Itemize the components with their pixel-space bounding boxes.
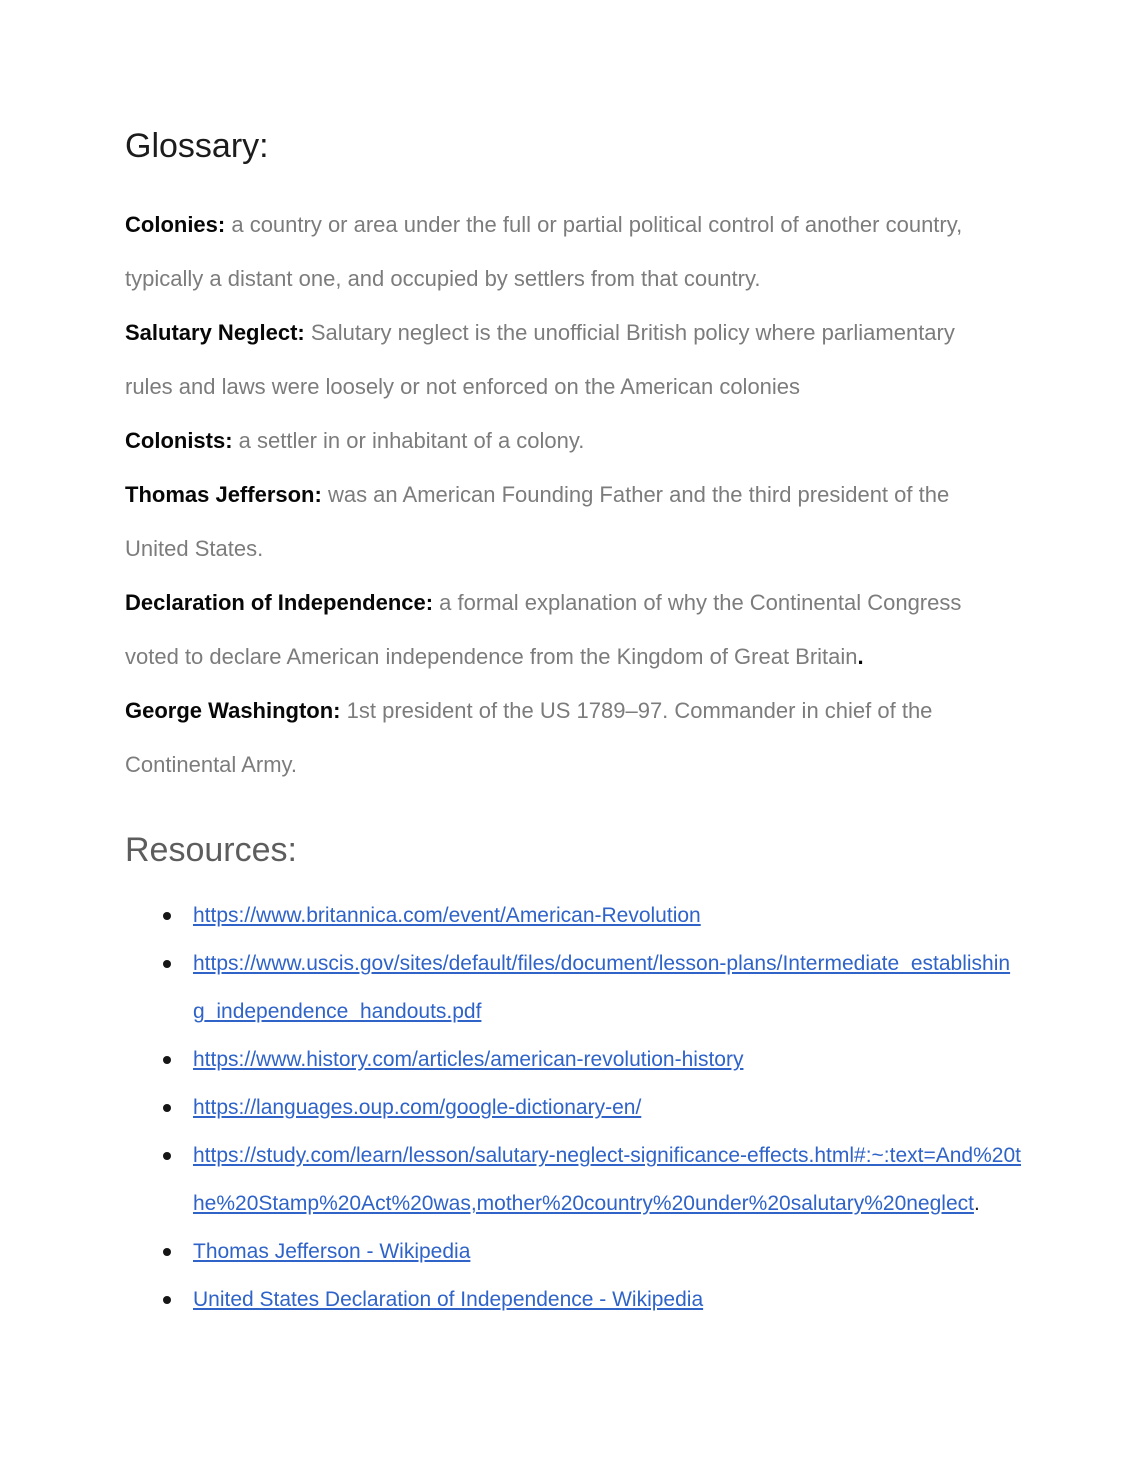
list-item [125,1084,1138,1132]
glossary-definitions [125,198,995,792]
definition-term: Colonies: [125,212,226,237]
resource-link-uscis[interactable]: https://www.uscis.gov/sites/default/files/document/lesson-plans/Intermediate_establishing_independence_handouts.pdf [193,952,1011,1023]
definition-colonists [125,414,995,468]
bullet-icon [163,912,171,920]
definition-term: Salutary Neglect: [125,320,305,345]
definition-george-washington [125,684,995,792]
definition-term: Thomas Jefferson: [125,482,322,507]
definition-suffix: . [857,644,864,669]
resource-link-oup-dictionary[interactable]: https://languages.oup.com/google-dictionary-en/ [193,1096,642,1119]
resource-link-declaration-wikipedia[interactable]: United States Declaration of Independence - Wikipedia [193,1288,704,1311]
list-item [125,1276,1138,1324]
definition-salutary-neglect [125,306,995,414]
list-item [125,1036,1138,1084]
list-item [125,940,1138,1036]
definition-text: a formal explanation of why the Continental Congress voted to declare American independence from the Kingdom of Great Britain [125,590,962,669]
glossary-heading: Glossary: [125,127,269,165]
bullet-icon [163,1056,171,1064]
list-item [125,892,1138,940]
resource-link-thomas-jefferson-wikipedia[interactable]: Thomas Jefferson - Wikipedia [193,1240,471,1263]
definition-text: was an American Founding Father and the third president of the United States. [125,482,950,561]
bullet-icon [163,1152,171,1160]
definition-term: Colonists: [125,428,233,453]
definition-declaration-of-independence [125,576,995,684]
definition-thomas-jefferson [125,468,995,576]
definition-text: Salutary neglect is the unofficial British policy where parliamentary rules and laws were loosely or not enforced on the American colonies [125,320,955,399]
resource-link-suffix: . [973,1192,980,1215]
resource-link-history[interactable]: https://www.history.com/articles/american-revolution-history [193,1048,744,1071]
definition-term: George Washington: [125,698,341,723]
bullet-icon [163,960,171,968]
bullet-icon [163,1248,171,1256]
bullet-icon [163,1296,171,1304]
bullet-icon [163,1104,171,1112]
definition-text: a country or area under the full or partial political control of another country, typically a distant one, and occupied by settlers from that country. [125,212,963,291]
definition-term: Declaration of Independence: [125,590,434,615]
resource-link-study[interactable]: https://study.com/learn/lesson/salutary-neglect-significance-effects.html#:~:text=And%20the%20Stamp%20Act%20was,mother%20country%20under%20salutary%20neglect [193,1144,1021,1215]
definition-text: a settler in or inhabitant of a colony. [232,428,585,453]
resources-heading: Resources: [125,831,297,869]
list-item [125,1132,1138,1228]
resource-link-britannica[interactable]: https://www.britannica.com/event/American-Revolution [193,904,701,927]
definition-colonies [125,198,995,306]
list-item [125,1228,1138,1276]
resources-list [125,892,1138,1324]
definition-text: 1st president of the US 1789–97. Commander in chief of the Continental Army. [125,698,933,777]
